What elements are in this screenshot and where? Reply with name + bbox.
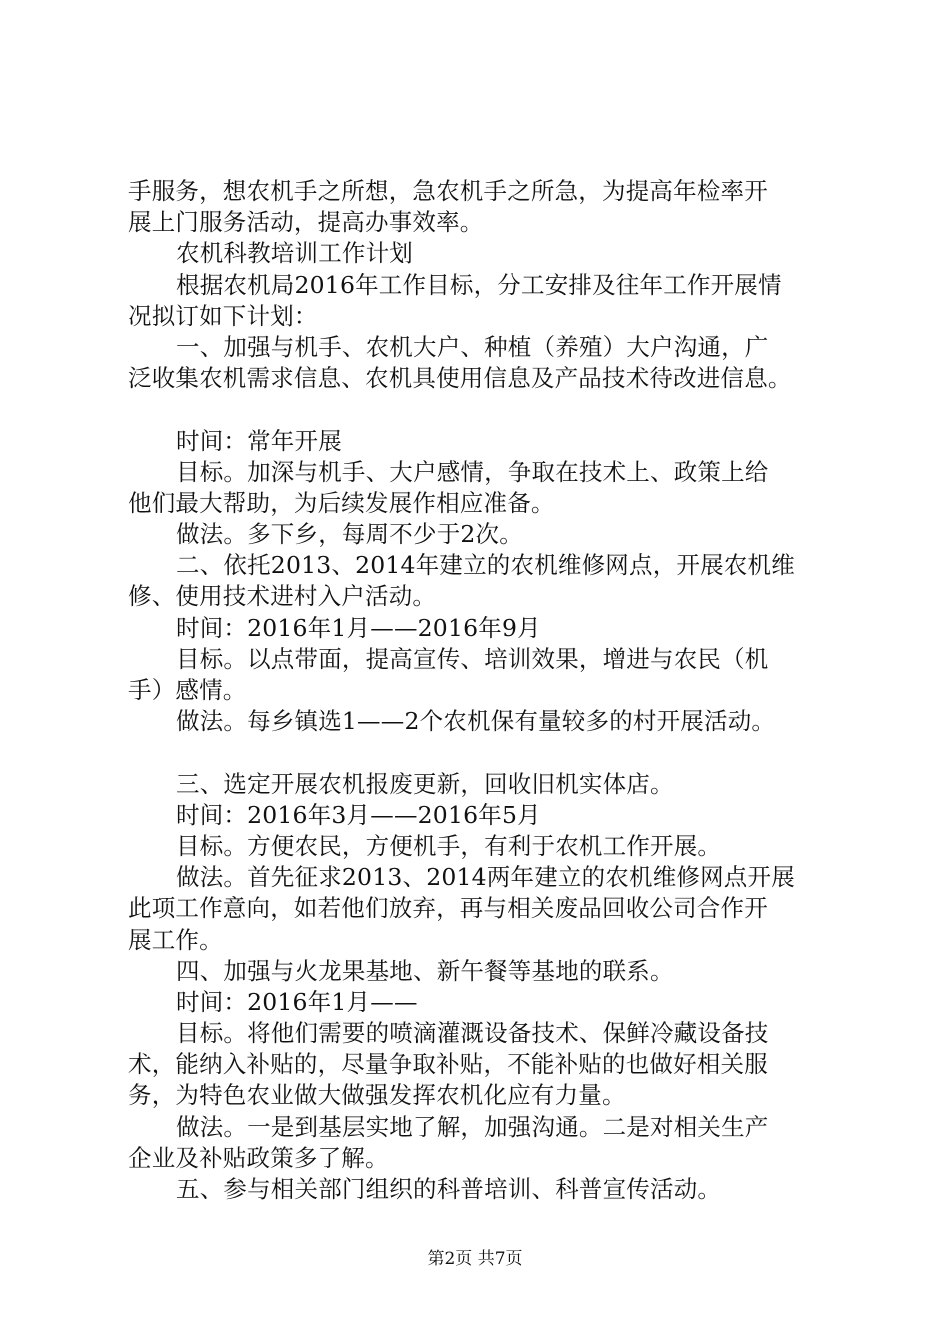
- text-line: 展上门服务活动，提高办事效率。: [128, 208, 484, 237]
- text-line: 目标。加深与机手、大户感情，争取在技术上、政策上给: [176, 457, 769, 486]
- text-line: 做法。每乡镇选1——2个农机保有量较多的村开展活动。: [176, 707, 776, 736]
- text-line: 时间：2016年3月——2016年5月: [176, 800, 541, 829]
- text-line: 展工作。: [128, 925, 223, 954]
- text-line: 做法。多下乡，每周不少于2次。: [176, 520, 523, 549]
- text-line: 修、使用技术进村入户活动。: [128, 582, 437, 611]
- text-line: 时间：2016年1月——: [176, 987, 418, 1016]
- text-line: 做法。首先征求2013、2014两年建立的农机维修网点开展: [176, 863, 795, 892]
- page-footer: 第2页 共7页: [427, 1249, 523, 1269]
- text-line: 他们最大帮助，为后续发展作相应准备。: [128, 488, 555, 517]
- text-line: 做法。一是到基层实地了解，加强沟通。二是对相关生产: [176, 1112, 769, 1141]
- text-line: 手）感情。: [128, 676, 247, 704]
- text-line: 况拟订如下计划：: [128, 301, 318, 330]
- text-line: 二、依托2013、2014年建立的农机维修网点，开展农机维: [176, 551, 795, 580]
- text-line: 一、加强与机手、农机大户、种植（养殖）大户沟通，广: [176, 332, 769, 361]
- text-line: 手服务，想农机手之所想，急农机手之所急，为提高年检率开: [128, 177, 768, 205]
- text-line: 此项工作意向，如若他们放弃，再与相关废品回收公司合作开: [128, 894, 768, 923]
- text-line: 三、选定开展农机报废更新，回收旧机实体店。: [176, 769, 674, 798]
- text-line: 时间：常年开展: [176, 426, 342, 455]
- blank-line: [128, 737, 848, 768]
- blank-line: [128, 394, 848, 425]
- text-line: 时间：2016年1月——2016年9月: [176, 613, 541, 642]
- section-heading: 农机科教培训工作计划: [176, 239, 413, 268]
- text-line: 企业及补贴政策多了解。: [128, 1143, 389, 1172]
- text-line: 目标。方便农民，方便机手，有利于农机工作开展。: [176, 831, 722, 860]
- text-line: 根据农机局2016年工作目标，分工安排及往年工作开展情: [176, 270, 782, 299]
- document-body: [128, 176, 848, 1205]
- text-line: 五、参与相关部门组织的科普培训、科普宣传活动。: [176, 1175, 722, 1203]
- text-line: 四、加强与火龙果基地、新午餐等基地的联系。: [176, 956, 674, 985]
- text-line: 目标。以点带面，提高宣传、培训效果，增进与农民（机: [176, 644, 769, 673]
- text-line: 术，能纳入补贴的，尽量争取补贴，不能补贴的也做好相关服: [128, 1050, 768, 1079]
- text-line: 泛收集农机需求信息、农机具使用信息及产品技术待改进信息。: [128, 364, 792, 393]
- text-line: 务，为特色农业做大做强发挥农机化应有力量。: [128, 1081, 626, 1110]
- text-line: 目标。将他们需要的喷滴灌溉设备技术、保鲜冷藏设备技: [176, 1019, 769, 1048]
